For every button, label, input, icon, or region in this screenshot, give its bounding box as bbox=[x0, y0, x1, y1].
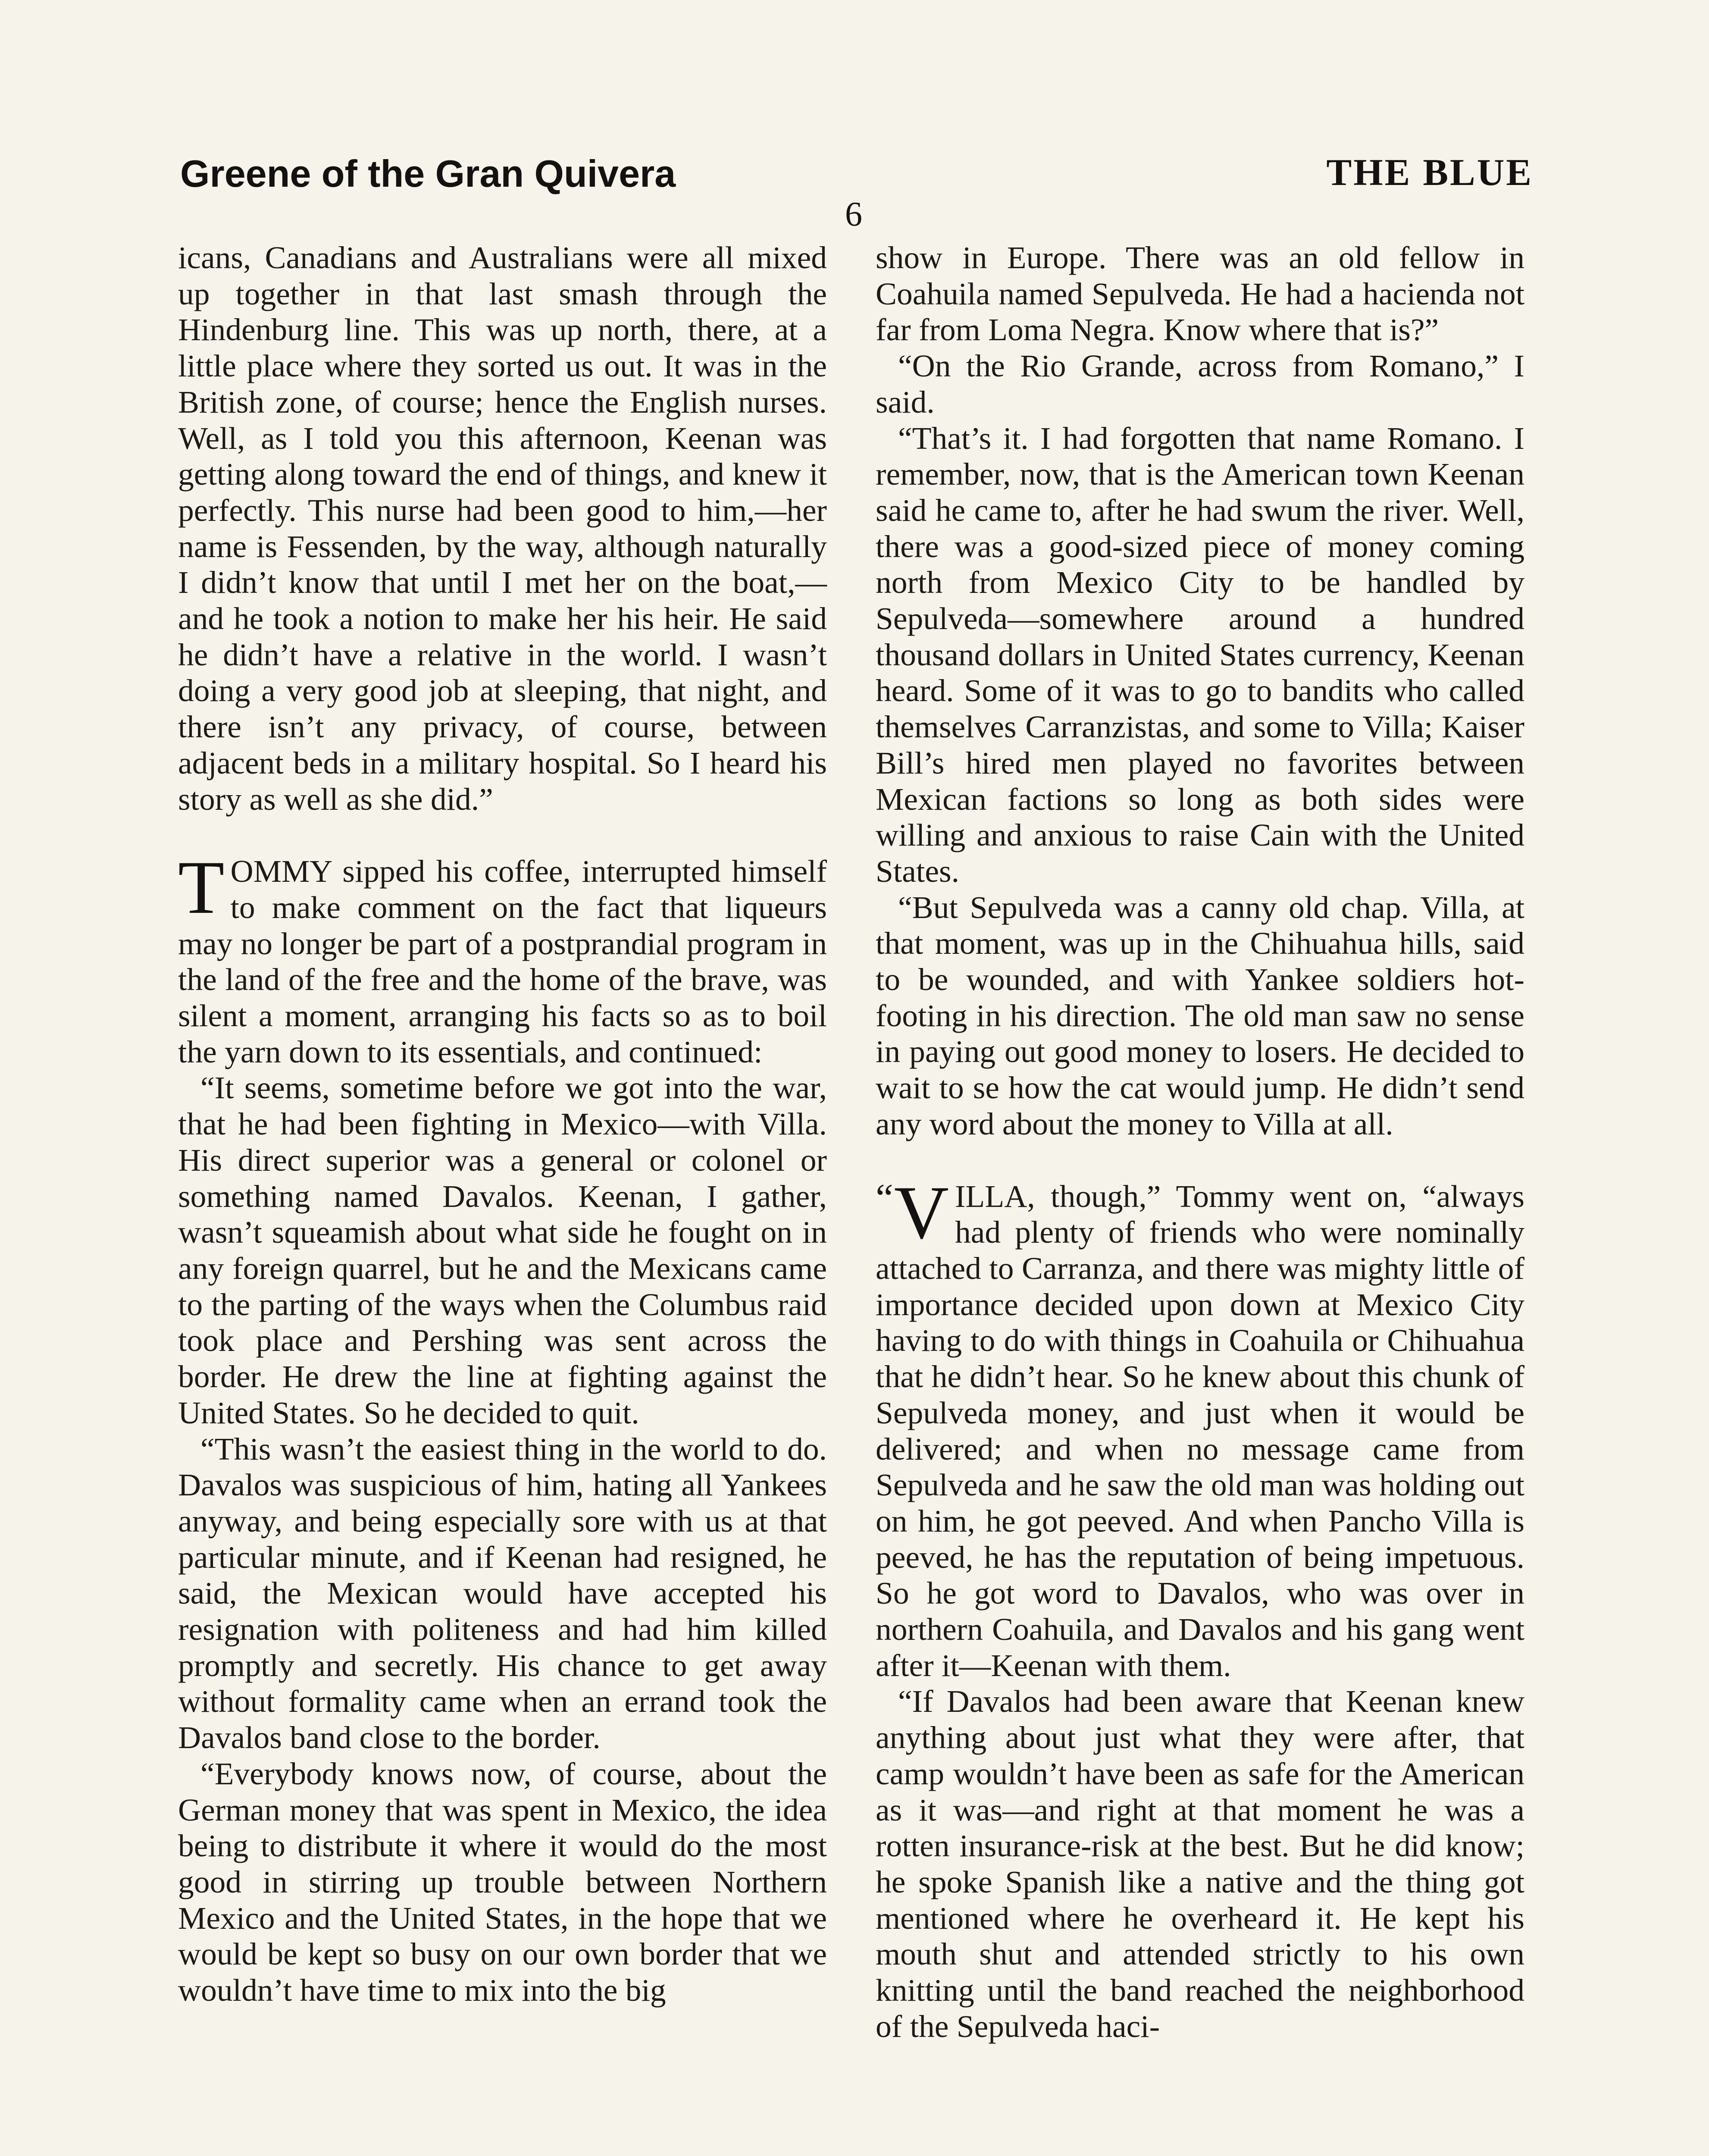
paragraph: “On the Rio Grande, across from Romano,” I said. bbox=[876, 348, 1524, 420]
section-break bbox=[178, 817, 827, 853]
drop-cap: V bbox=[894, 1170, 949, 1255]
paragraph: “This wasn’t the easiest thing in the world to do. Davalos was suspicious of him, hating all Yankees anyway, and being especially sore with us at that particular minute, and if Keenan had resigned, he said, the Mexican would have accepted his resignation with politeness and had him killed promptly and secretly. His chance to get away without formality came when an errand took the Davalos band close to the border. bbox=[178, 1431, 827, 1755]
drop-cap: T bbox=[178, 846, 225, 930]
right-column bbox=[876, 240, 1524, 2044]
paragraph-text: OMMY sipped his coffee, interrupted himself to make comment on the fact that liqueurs may no longer be part of a postprandial program in the land of the free and the home of the brave, was silent a moment, arranging his facts so as to boil the yarn down to its essentials, and continued: bbox=[178, 854, 827, 1069]
paragraph: “But Sepulveda was a canny old chap. Villa, at that moment, was up in the Chihuahua hills, said to be wounded, and with Yankee soldiers hot-footing in his direction. The old man saw no sense in paying out good money to losers. He decided to wait to se how the cat would jump. He didn’t send any word about the money to Villa at all. bbox=[876, 890, 1524, 1141]
left-column bbox=[178, 240, 827, 2009]
opening-quote: “ bbox=[876, 1175, 893, 1220]
magazine-title: THE BLUE bbox=[1326, 152, 1533, 194]
paragraph-with-dropcap bbox=[876, 1170, 1524, 1684]
paragraph: “If Davalos had been aware that Keenan knew anything about just what they were after, that camp wouldn’t have been as safe for the American as it was—and right at that moment he was a rotten insurance-risk at the best. But he did know; he spoke Spanish like a native and the thing got mentioned where he overheard it. He kept his mouth shut and attended strictly to his own knitting until the band reached the neighborhood of the Sepulveda haci- bbox=[876, 1684, 1524, 2044]
paragraph-text: ILLA, though,” Tommy went on, “always had plenty of friends who were nominally attached to Carranza, and there was mighty little of importance decided upon down at Mexico City having to do with things in Coahuila or Chihuahua that he didn’t hear. So he knew about this chunk of Sepulveda money, and just when it would be delivered; and when no message came from Sepulveda and he saw the old man was holding out on him, he got peeved. And when Pancho Villa is peeved, he has the reputation of being impetuous. So he got word to Davalos, who was over in northern Coahuila, and Davalos and his gang went after it—Keenan with them. bbox=[876, 1178, 1524, 1683]
paragraph: “That’s it. I had forgotten that name Romano. I remember, now, that is the American town Keenan said he came to, after he had swum the river. Well, there was a good-sized piece of money coming north from Mexico City to be handled by Sepulveda—somewhere around a hundred thousand dollars in United States currency, Keenan heard. Some of it was to go to bandits who called themselves Carranzistas, and some to Villa; Kaiser Bill’s hired men played no favorites between Mexican factions so long as both sides were willing and anxious to raise Cain with the United States. bbox=[876, 420, 1524, 889]
section-break bbox=[876, 1142, 1524, 1178]
running-title: Greene of the Gran Quivera bbox=[180, 152, 676, 195]
paragraph: show in Europe. There was an old fellow in Coahuila named Sepulveda. He had a hacienda not far from Loma Negra. Know where that is?” bbox=[876, 240, 1524, 348]
paragraph: “It seems, sometime before we got into the war, that he had been fighting in Mexico—with Villa. His direct superior was a general or colonel or something named Davalos. Keenan, I gather, wasn’t squeamish about what side he fought on in any foreign quarrel, but he and the Mexicans came to the parting of the ways when the Columbus raid took place and Pershing was sent across the border. He drew the line at fighting against the United States. So he decided to quit. bbox=[178, 1070, 827, 1430]
paragraph-with-dropcap bbox=[178, 846, 827, 1070]
paragraph: icans, Canadians and Australians were all mixed up together in that last smash through the Hindenburg line. This was up north, there, at a little place where they sorted us out. It was in the British zone, of course; hence the English nurses. Well, as I told you this afternoon, Keenan was getting along toward the end of things, and knew it perfectly. This nurse had been good to him,—her name is Fessenden, by the way, although naturally I didn’t know that until I met her on the boat,—and he took a notion to make her his heir. He said he didn’t have a relative in the world. I wasn’t doing a very good job at sleeping, that night, and there isn’t any privacy, of course, between adjacent beds in a military hospital. So I heard his story as well as she did.” bbox=[178, 240, 827, 817]
paragraph: “Everybody knows now, of course, about the German money that was spent in Mexico, the idea being to distribute it where it would do the most good in stirring up trouble between Northern Mexico and the United States, in the hope that we would be kept so busy on our own border that we wouldn’t have time to mix into the big bbox=[178, 1756, 827, 2008]
page-number: 6 bbox=[845, 195, 862, 233]
